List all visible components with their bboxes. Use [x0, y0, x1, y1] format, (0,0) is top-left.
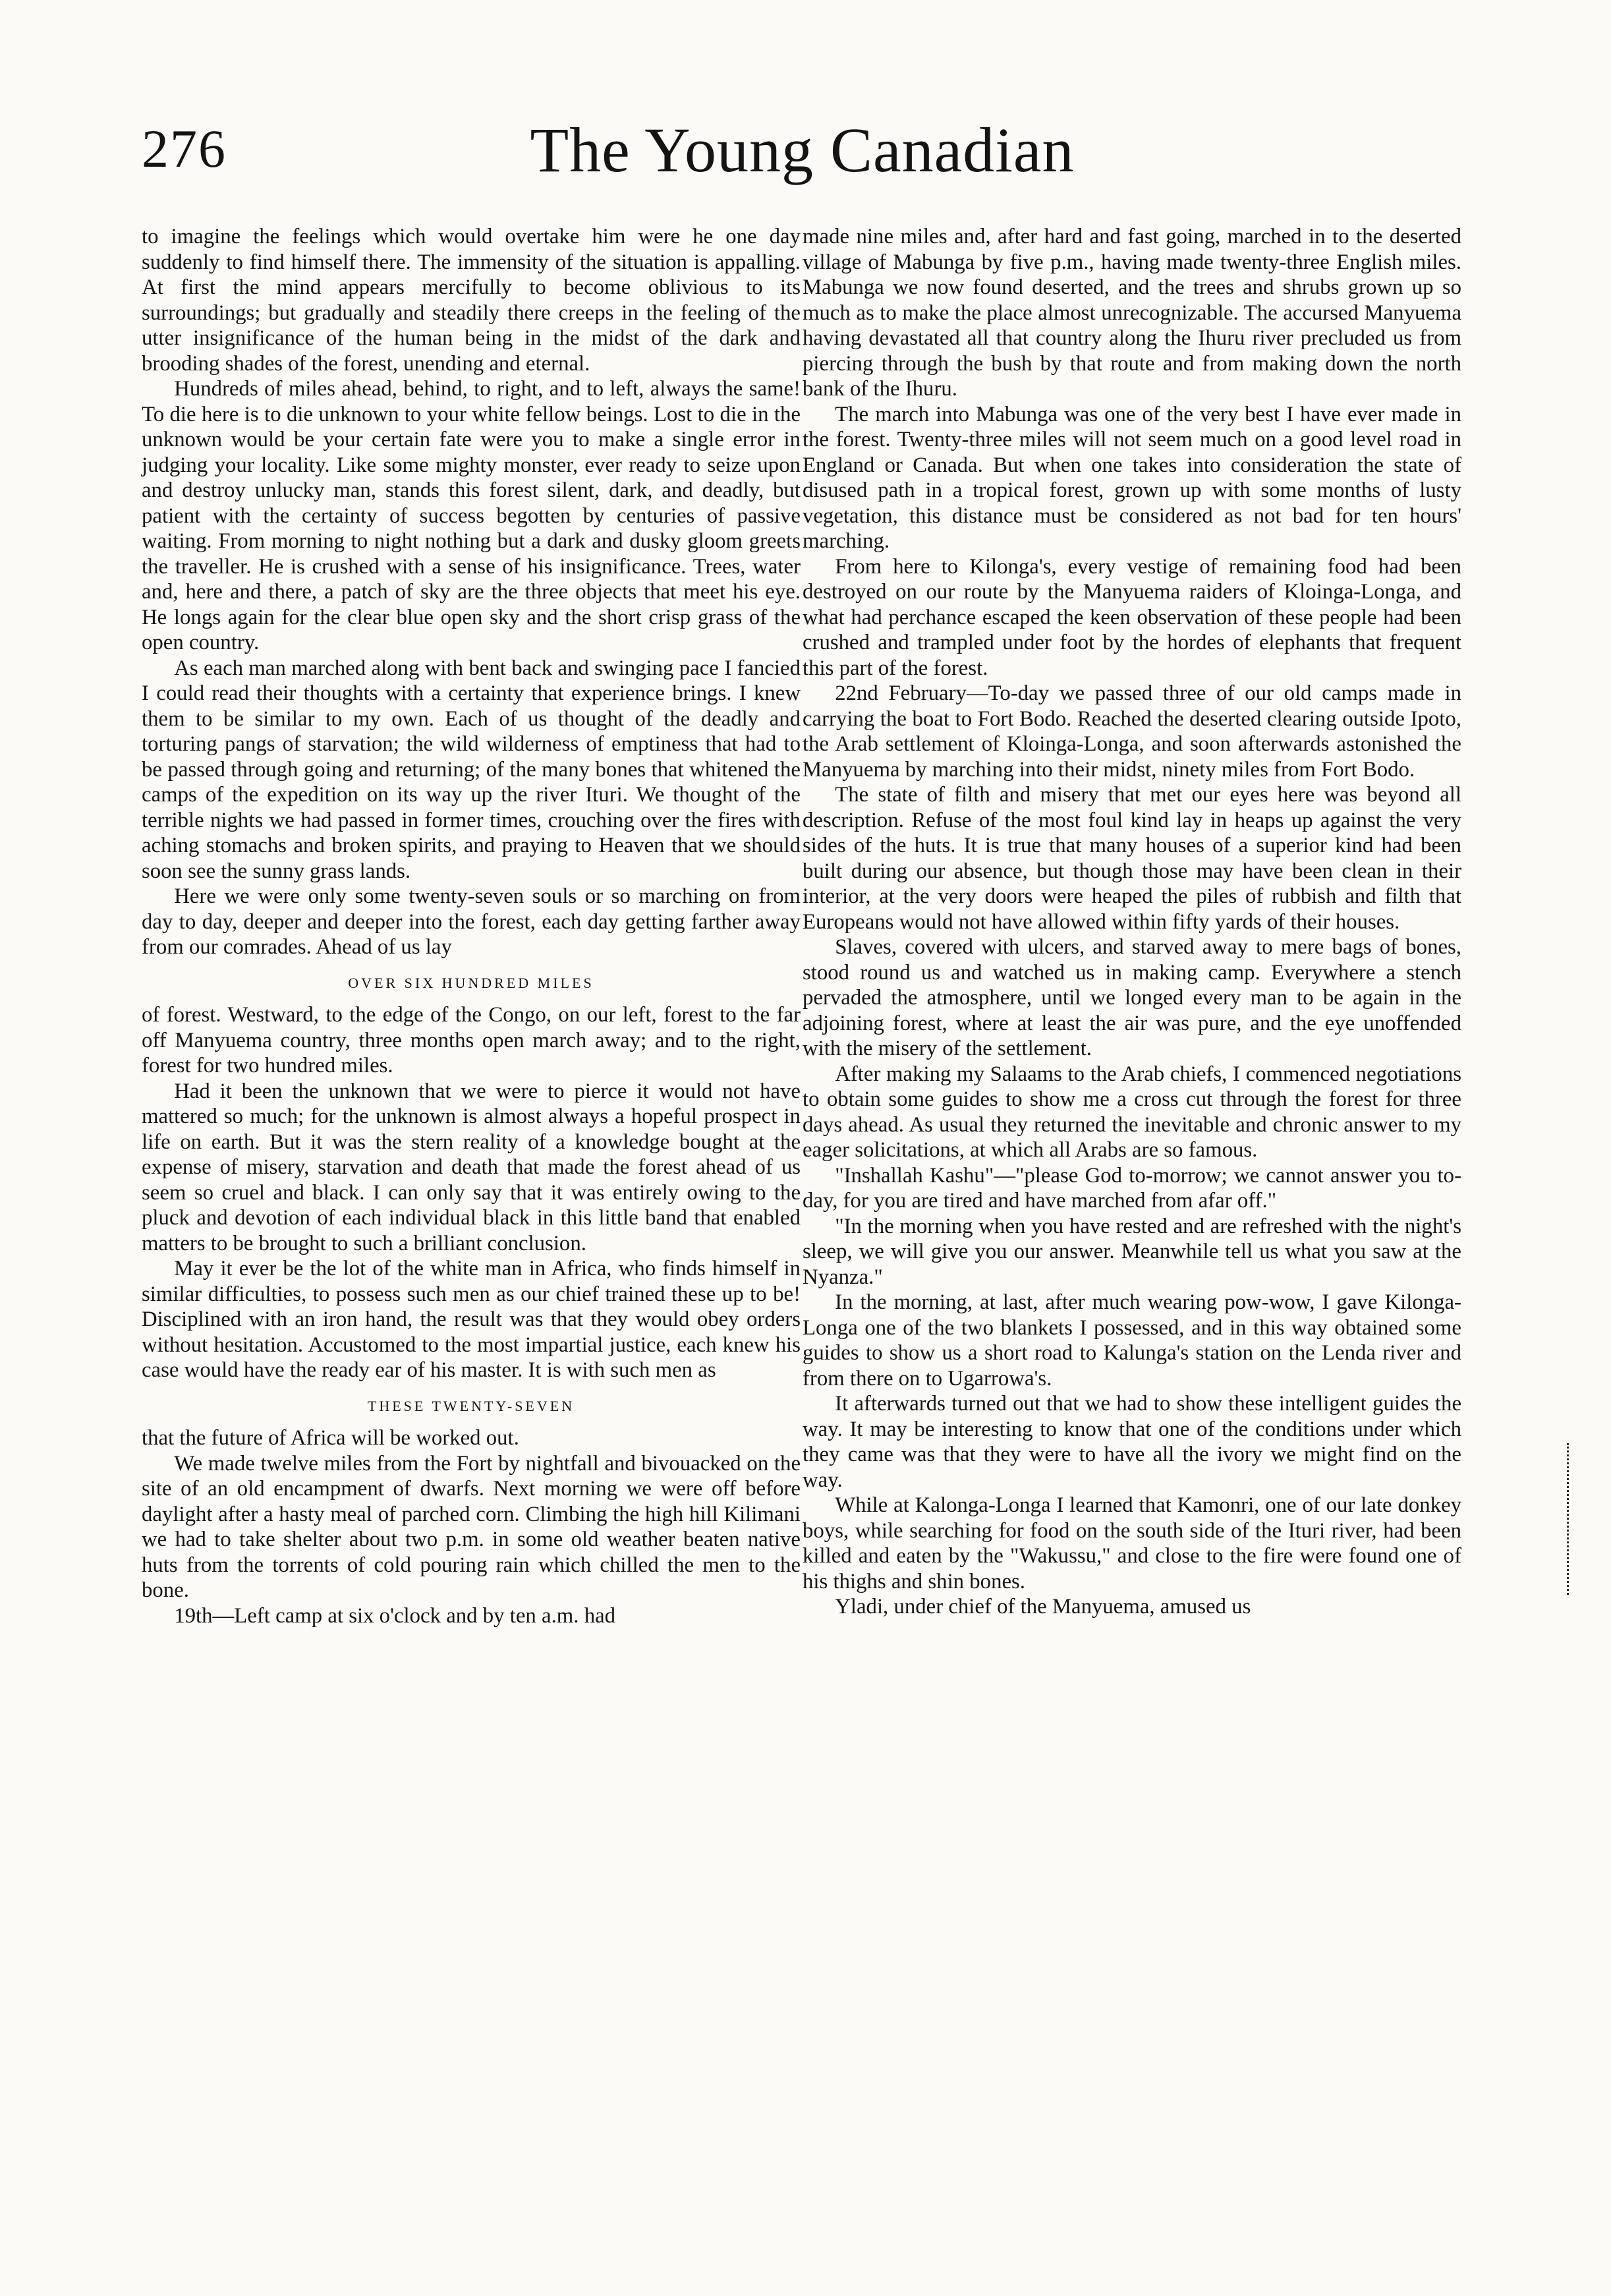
paragraph: In the morning, at last, after much wearing pow-wow, I gave Kilonga-Longa one of the two blankets I possessed, and in this way obtained some guides to show us a short road to Kalunga's station on the Lenda river and from there on to Ugarrowa's. — [803, 1290, 1461, 1391]
paragraph: Here we were only some twenty-seven souls or so marching on from day to day, deeper and deeper into the forest, each day getting farther away from our comrades. Ahead of us lay — [142, 884, 801, 959]
margin-dotted-rule — [1567, 1443, 1569, 1595]
paragraph: 22nd February—To-day we passed three of our old camps made in carrying the boat to Fort Bodo. Reached the deserted clearing outside Ipoto, the Arab settlement of Kloinga-Longa, and soon afterwards astonished the Manyuema by marching into their midst, ninety miles from Fort Bodo. — [803, 681, 1461, 782]
paragraph: Hundreds of miles ahead, behind, to right, and to left, always the same! To die here is to die unknown to your white fellow beings. Lost to die in the unknown would be your certain fate were you to make a single error in judging your locality. Like some mighty monster, ever ready to seize upon and destroy unlucky man, stands this forest silent, dark, and deadly, but patient with the certainty of success begotten by centuries of passive waiting. From morning to night nothing but a dark and dusky gloom greets the traveller. He is crushed with a sense of his insignificance. Trees, water and, here and there, a patch of sky are the three objects that meet his eye. He longs again for the clear blue open sky and the short crisp grass of the open country. — [142, 377, 801, 654]
section-subheading: THESE TWENTY-SEVEN — [367, 1397, 575, 1414]
journal-title: The Young Canadian — [530, 115, 1075, 185]
paragraph: Yladi, under chief of the Manyuema, amused us — [835, 1595, 1251, 1619]
paragraph: After making my Salaams to the Arab chiefs, I commenced negotiations to obtain some guides to show me a cross cut through the forest for three days ahead. As usual they returned the inevitable and chronic answer to my eager solicitations, at which all Arabs are so famous. — [803, 1062, 1461, 1162]
paragraph: of forest. Westward, to the edge of the Congo, on our left, forest to the far off Manyuema country, three months open march away; and to the right, forest for two hundred miles. — [142, 1003, 801, 1077]
paragraph: Had it been the unknown that we were to pierce it would not have mattered so much; for the unknown is almost always a hopeful prospect in life on earth. But it was the stern reality of a knowledge bought at the expense of misery, starvation and death that made the forest ahead of us seem so cruel and black. I can only say that it was entirely owing to the pluck and devotion of each individual black in this little band that enabled matters to be brought to such a brilliant conclusion. — [142, 1079, 801, 1255]
paragraph: that the future of Africa will be worked out. — [142, 1426, 519, 1450]
paragraph: From here to Kilonga's, every vestige of remaining food had been destroyed on our route by the Manyuema raiders of Kloinga-Longa, and what had perchance escaped the keen observation of these people had been crushed and trampled under foot by the hordes of elephants that frequent this part of the forest. — [803, 554, 1461, 680]
section-subheading: OVER SIX HUNDRED MILES — [348, 974, 594, 991]
paragraph: As each man marched along with bent back and swinging pace I fancied I could read their thoughts with a certainty that experience brings. I knew them to be similar to my own. Each of us thought of the deadly and torturing pangs of starvation; the wild wilderness of emptiness that had to be passed through going and returning; of the many bones that whitened the camps of the expedition on its way up the river Ituri. We thought of the terrible nights we had passed in former times, crouching over the fires with aching stomachs and broken spirits, and praying to Heaven that we should soon see the sunny grass lands. — [142, 656, 801, 883]
paragraph: Slaves, covered with ulcers, and starved away to mere bags of bones, stood round us and watched us in making camp. Everywhere a stench pervaded the atmosphere, until we longed every man to be again in the adjoining forest, where at least the air was pure, and the eye unoffended with the misery of the settlement. — [803, 935, 1461, 1060]
paragraph: While at Kalonga-Longa I learned that Kamonri, one of our late donkey boys, while searching for food on the south side of the Ituri river, had been killed and eaten by the "Wakussu," and close to the fire were found one of his thighs and shin bones. — [803, 1493, 1461, 1593]
paragraph: to imagine the feelings which would overtake him were he one day suddenly to find himself there. The immensity of the situation is appalling. At first the mind appears mercifully to become oblivious to its surroundings; but gradually and steadily there creeps in the feeling of the utter insignificance of the human being in the midst of the dark and brooding shades of the forest, unending and eternal. — [142, 225, 801, 376]
page-number: 276 — [142, 119, 227, 179]
page-header — [142, 115, 1463, 208]
right-column — [803, 224, 1461, 1620]
paragraph: May it ever be the lot of the white man in Africa, who finds himself in similar difficulties, to possess such men as our chief trained these up to be! Disciplined with an iron hand, the result was that they would obey orders without hesitation. Accustomed to the most impartial justice, each knew his case would have the ready ear of his master. It is with such men as — [142, 1257, 801, 1382]
paragraph: made nine miles and, after hard and fast going, marched in to the deserted village of Mabunga by five p.m., having made twenty-three English miles. Mabunga we now found deserted, and the trees and shrubs grown up so much as to make the place almost unrecognizable. The accursed Manyuema having devastated all that country along the Ihuru river precluded us from piercing through the bush by that route and from making down the north bank of the Ihuru. — [803, 225, 1461, 401]
paragraph: "Inshallah Kashu"—"please God to-morrow; we cannot answer you to-day, for you are tired and have marched from afar off." — [803, 1163, 1461, 1213]
paragraph: The state of filth and misery that met our eyes here was beyond all description. Refuse of the most foul kind lay in heaps up against the very sides of the huts. It is true that many houses of a superior kind had been built during our absence, but though those may have been clean in their interior, at the very doors were heaped the piles of rubbish and filth that Europeans would not have allowed within fifty yards of their houses. — [803, 783, 1461, 934]
left-column — [142, 224, 801, 1628]
paragraph: "In the morning when you have rested and are refreshed with the night's sleep, we will give you our answer. Meanwhile tell us what you saw at the Nyanza." — [803, 1214, 1461, 1289]
paragraph: We made twelve miles from the Fort by nightfall and bivouacked on the site of an old encampment of dwarfs. Next morning we were off before daylight after a hasty meal of parched corn. Climbing the high hill Kilimani we had to take shelter about two p.m. in some old weather beaten native huts from the torrents of cold pouring rain which chilled the men to the bone. — [142, 1451, 801, 1602]
paragraph: 19th—Left camp at six o'clock and by ten a.m. had — [174, 1603, 616, 1628]
paragraph: It afterwards turned out that we had to show these intelligent guides the way. It may be interesting to know that one of the conditions under which they came was that they were to have all the ivory we might find on the way. — [803, 1392, 1461, 1492]
paragraph: The march into Mabunga was one of the very best I have ever made in the forest. Twenty-three miles will not seem much on a good level road in England or Canada. But when one takes into consideration the state of disused path in a tropical forest, grown up with some months of lusty vegetation, this distance must be considered as not bad for ten hours' marching. — [803, 402, 1461, 553]
